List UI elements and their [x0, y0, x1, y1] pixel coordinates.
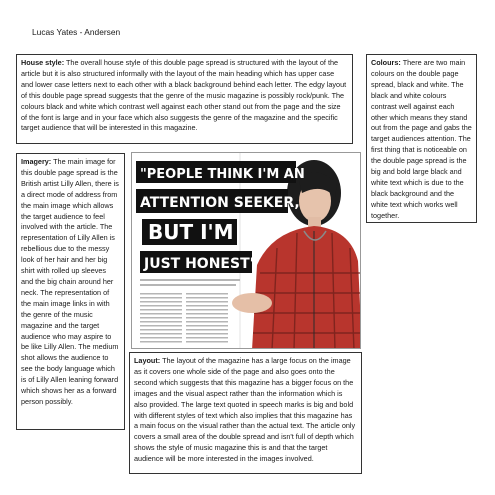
headline-line-4: JUST HONEST" [144, 256, 257, 272]
imagery-heading: Imagery: [21, 157, 52, 166]
house-style-box [16, 54, 353, 144]
magazine-spread-image [131, 152, 361, 349]
magazine-spread-graphic [132, 153, 361, 349]
headline-line-3: BUT I'M [148, 220, 234, 244]
layout-heading: Layout: [134, 356, 161, 365]
colours-box [366, 54, 477, 223]
headline-line-1: "PEOPLE THINK I'M AN [140, 167, 305, 182]
house-style-heading: House style: [21, 58, 65, 67]
layout-text: The layout of the magazine has a large focus on the image as it covers one whole side of the page and also goes onto the second which suggests that this magazine has a bigger focus on the images and the visual aspect rather than the information which is also provided. The large text quoted in speech marks is big and bold with different styles of text which also implies that this magazine has a main focus on the visual rather than the actual text. The article only covers a small area of the double spread and isn't full of depth which shows the style of music magazine this is and that the target audience will be more interested in the images involved. [134, 356, 356, 464]
imagery-text: The main image for this double page spread is the British artist Lilly Allen, there is a direct mode of address from the main image which allows the target audience to feel involved with the article. The representation of Lilly Allen is rebellious due to the messy look of her hair and her big shirt with rolled up sleeves and the big chain around her neck. The representation of the main image links in with the genre of the music magazine and the target audience who may aspire to be like Lilly Allen. The medium shot allows the audience to see the body language which is of Lilly Allen leaning forward which shows her as a forward person possibly. [21, 157, 119, 406]
forearm [232, 293, 272, 313]
layout-box [129, 352, 362, 474]
colours-text: There are two main colours on the double page spread, black and white. The black and white colours contrast well against each other which means they stand out from the page and gabs the target audiences attention. The first thing that is noticeable on the double page spread is the big and bold large black and white text which is due to the black background and the white text which works well together. [371, 58, 472, 220]
colours-heading: Colours: [371, 58, 401, 67]
author-name: Lucas Yates - Andersen [32, 27, 121, 37]
house-style-text: The overall house style of this double page spread is structured with the layout of the article but it is also structured informally with the layout of the main heading which has upper case and lower case letters next to each other with a black background behind each letter. The edgy layout of this double page spread suggests that the genre of the music magazine is possibly rock/punk. The colours black and white which contrast well against each other stand out from the page and the size of the font is large and in your face which also suggests the genre of the magazine and the specific target audience that will be interested in this magazine. [21, 58, 347, 133]
imagery-box [16, 153, 125, 430]
headline-line-2: ATTENTION SEEKER, [140, 195, 300, 211]
